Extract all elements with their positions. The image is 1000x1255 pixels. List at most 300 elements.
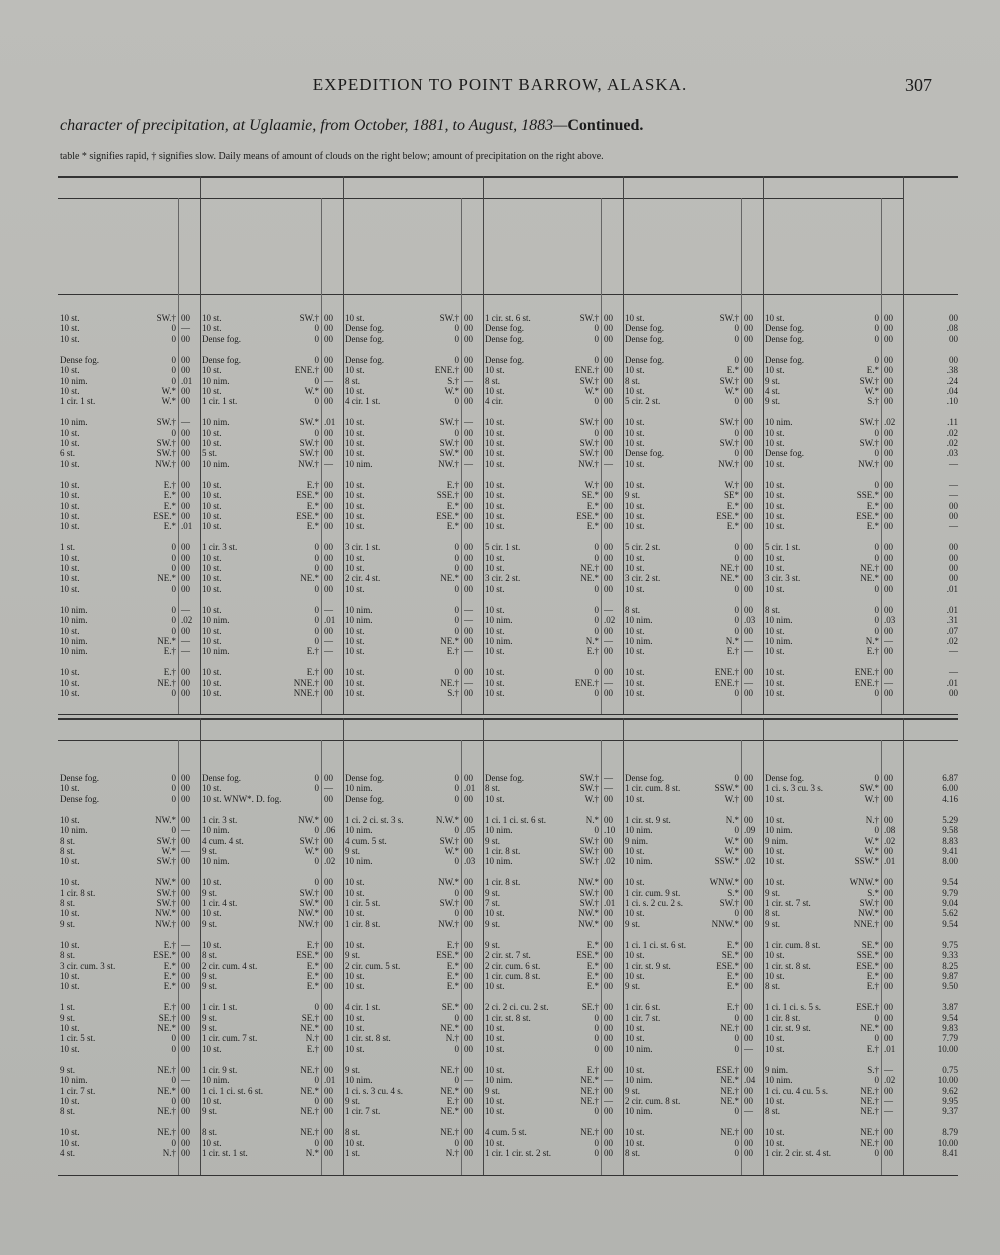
precip-value: 00 xyxy=(604,970,613,981)
precip-value: 00 xyxy=(884,783,893,794)
cloud-direction: 0 xyxy=(874,313,879,323)
cloud-direction: 0 xyxy=(171,793,176,804)
precip-value: 00 xyxy=(324,793,333,804)
amount-value: .24 xyxy=(946,375,958,386)
precip-value: 00 xyxy=(884,479,893,490)
precip-value: 00 xyxy=(604,814,613,825)
cloud-direction: WNW.* xyxy=(709,877,739,888)
cloud-direction: 0 xyxy=(594,604,599,615)
cloud-kind: 5 cir. 1 st. xyxy=(765,542,801,553)
cloud-entry xyxy=(625,1002,739,1012)
cloud-entry xyxy=(345,459,459,469)
amount-value: 8.00 xyxy=(942,856,958,867)
cloud-direction: 0 xyxy=(454,615,459,626)
cloud-entry xyxy=(765,386,879,396)
cloud-entry xyxy=(60,323,176,333)
precip-value: 00 xyxy=(884,323,893,334)
cloud-kind: 8 st. xyxy=(765,604,781,615)
cloud-direction: 0 xyxy=(314,825,319,836)
precip-value: 00 xyxy=(181,1148,190,1158)
cloud-direction: 0 xyxy=(594,1137,599,1148)
cloud-direction: 0 xyxy=(734,354,739,365)
cloud-kind: 10 st. xyxy=(485,625,505,636)
amount-value: 7.79 xyxy=(942,1033,958,1044)
precip-value: 00 xyxy=(604,1002,613,1013)
cloud-direction: SW.† xyxy=(299,438,319,448)
cloud-direction: W.* xyxy=(304,385,319,396)
cloud-kind: 10 st. xyxy=(485,604,505,615)
precip-value: 00 xyxy=(464,1033,473,1044)
cloud-entry xyxy=(202,1138,319,1148)
amount-value: 8.83 xyxy=(942,835,958,846)
cloud-kind: 10 nim. xyxy=(60,604,88,615)
cloud-entry xyxy=(625,334,739,344)
precip-value: 00 xyxy=(884,981,893,992)
cloud-kind: 1 cir. 8 st. xyxy=(485,845,521,856)
cloud-kind: Dense fog. xyxy=(765,773,804,783)
cloud-direction: NE.† xyxy=(860,1127,879,1138)
precip-value: 00 xyxy=(181,1085,190,1096)
precip-value: 00 xyxy=(181,688,190,698)
cloud-kind: 10 st. xyxy=(765,793,785,804)
cloud-entry xyxy=(765,981,879,991)
precip-value: 00 xyxy=(181,981,190,992)
cloud-entry xyxy=(202,1002,319,1012)
cloud-entry xyxy=(202,971,319,981)
cloud-direction: E.* xyxy=(446,500,459,511)
cloud-kind: 10 st. xyxy=(485,908,505,919)
cloud-direction: NE.† xyxy=(300,1106,319,1117)
cloud-entry xyxy=(485,971,599,981)
cloud-entry xyxy=(485,815,599,825)
cloud-kind: 10 st. xyxy=(202,1043,222,1054)
cloud-entry xyxy=(765,448,879,458)
cloud-kind: 8 st. xyxy=(625,604,641,615)
precip-value: 00 xyxy=(324,667,333,678)
means-rule xyxy=(58,1175,958,1176)
precip-value: 00 xyxy=(464,385,473,396)
cloud-entry xyxy=(485,846,599,856)
cloud-entry xyxy=(345,1138,459,1148)
cloud-kind: 10 st. xyxy=(202,573,222,584)
cloud-entry xyxy=(625,856,739,866)
precip-value: — xyxy=(324,458,333,469)
cloud-direction: N.† xyxy=(305,1033,319,1044)
cloud-entry xyxy=(765,1044,879,1054)
cloud-direction: 0 xyxy=(734,1033,739,1044)
cloud-entry xyxy=(60,815,176,825)
cloud-kind: 10 st. xyxy=(202,313,222,323)
cloud-kind: 10 st. xyxy=(625,625,645,636)
cloud-direction: 0 xyxy=(454,396,459,407)
cloud-direction: 0 xyxy=(594,1148,599,1158)
cloud-kind: Dense fog. xyxy=(485,354,524,365)
cloud-kind: 10 st. xyxy=(765,688,785,698)
cloud-direction: 0 xyxy=(734,542,739,553)
cloud-kind: 2 cir. cum. 6 st. xyxy=(485,960,541,971)
cloud-entry xyxy=(202,783,319,793)
cloud-entry xyxy=(345,542,459,552)
precip-value: 00 xyxy=(464,814,473,825)
cloud-direction: E.* xyxy=(586,960,599,971)
cloud-direction: E.† xyxy=(306,939,319,950)
precip-value: 00 xyxy=(604,385,613,396)
cloud-direction: NE.† xyxy=(300,1127,319,1138)
precip-value: 00 xyxy=(884,490,893,501)
precip-value: 00 xyxy=(324,552,333,563)
cloud-kind: 10 st. xyxy=(60,814,80,825)
precip-value: 00 xyxy=(324,877,333,888)
cloud-direction: NW.* xyxy=(578,918,599,929)
cloud-direction: E.* xyxy=(446,521,459,532)
precip-value: 00 xyxy=(884,427,893,438)
cloud-entry xyxy=(60,1148,176,1158)
cloud-kind: 10 st. xyxy=(345,500,365,511)
cloud-kind: 9 st. xyxy=(485,835,501,846)
cloud-entry xyxy=(60,908,176,918)
cloud-kind: 10 st. xyxy=(202,385,222,396)
cloud-direction: 0 xyxy=(734,583,739,594)
cloud-kind: 10 st. xyxy=(345,313,365,323)
cloud-kind: 10 st. xyxy=(345,646,365,657)
cloud-entry xyxy=(485,1148,599,1158)
precip-value: 00 xyxy=(744,939,753,950)
cloud-entry xyxy=(345,971,459,981)
precip-value: 00 xyxy=(884,1012,893,1023)
cloud-entry xyxy=(625,542,739,552)
precip-value: 00 xyxy=(744,898,753,908)
cloud-kind: 10 st. xyxy=(60,877,80,888)
cloud-entry xyxy=(765,323,879,333)
cloud-entry xyxy=(345,940,459,950)
cloud-kind: 10 st. xyxy=(60,970,80,981)
cloud-direction: SW.† xyxy=(579,845,599,856)
precip-value: 00 xyxy=(884,877,893,888)
cloud-direction: SW.† xyxy=(859,375,879,386)
cloud-entry xyxy=(60,981,176,991)
precip-value: — xyxy=(604,677,613,688)
cloud-kind: 10 nim. xyxy=(765,1075,793,1086)
cloud-entry xyxy=(202,1013,319,1023)
cloud-direction: SW.† xyxy=(859,438,879,448)
cloud-entry xyxy=(202,856,319,866)
cloud-entry xyxy=(345,794,459,804)
cloud-entry xyxy=(202,846,319,856)
cloud-kind: Dense fog. xyxy=(485,773,524,783)
cloud-entry xyxy=(765,355,879,365)
cloud-direction: SE.* xyxy=(581,490,599,501)
cloud-entry xyxy=(60,836,176,846)
cloud-kind: 10 st. xyxy=(625,646,645,657)
cloud-kind: 10 nim. xyxy=(625,615,653,626)
cloud-direction: 0 xyxy=(171,825,176,836)
cloud-kind: 1 ci. 2 ci. st. 3 s. xyxy=(345,814,404,825)
cloud-entry xyxy=(625,846,739,856)
amount-value: 9.37 xyxy=(942,1106,958,1117)
cloud-kind: 1 cir. 3 st. xyxy=(202,814,238,825)
cloud-entry xyxy=(60,511,176,521)
cloud-entry xyxy=(485,961,599,971)
cloud-entry xyxy=(625,376,739,386)
cloud-kind: 10 st. xyxy=(485,1095,505,1106)
cloud-entry xyxy=(345,1096,459,1106)
cloud-entry xyxy=(345,501,459,511)
precip-value: 00 xyxy=(604,688,613,698)
precip-value: 00 xyxy=(604,552,613,563)
cloud-direction: ESE.* xyxy=(436,950,459,961)
cloud-direction: S.* xyxy=(727,887,739,898)
cloud-kind: 8 st. xyxy=(625,1148,641,1158)
cloud-entry xyxy=(60,448,176,458)
cloud-entry xyxy=(485,1075,599,1085)
cloud-direction: W.† xyxy=(584,479,599,490)
precip-value: 00 xyxy=(324,1137,333,1148)
cloud-kind: 10 st. xyxy=(60,908,80,919)
cloud-kind: 10 st. xyxy=(485,563,505,573)
cloud-kind: 9 st. xyxy=(345,845,361,856)
precip-value: 00 xyxy=(744,396,753,407)
cloud-kind: 10 st. xyxy=(765,427,785,438)
cloud-entry xyxy=(765,1065,879,1075)
cloud-kind: 10 st. xyxy=(345,427,365,438)
cloud-direction: 0 xyxy=(314,375,319,386)
cloud-entry xyxy=(485,950,599,960)
precip-value: 00 xyxy=(744,688,753,698)
cloud-entry xyxy=(485,605,599,615)
cloud-direction: 0 xyxy=(874,542,879,553)
cloud-kind: 10 st. xyxy=(625,479,645,490)
cloud-direction: 0 xyxy=(454,427,459,438)
cloud-kind: 10 st. xyxy=(485,1106,505,1117)
cloud-kind: 10 st. xyxy=(485,417,505,428)
precip-value: 00 xyxy=(181,1127,190,1138)
cloud-kind: Dense fog. xyxy=(202,773,241,783)
cloud-entry xyxy=(625,459,739,469)
cloud-kind: 10 st. xyxy=(202,1095,222,1106)
cloud-direction: 0 xyxy=(594,1012,599,1023)
cloud-direction: ESE.* xyxy=(296,490,319,501)
cloud-kind: 10 st. xyxy=(345,970,365,981)
cloud-kind: Dense fog. xyxy=(625,323,664,334)
precip-value: 00 xyxy=(324,773,333,783)
cloud-entry xyxy=(485,438,599,448)
amount-value: 4.16 xyxy=(942,793,958,804)
precip-value: 00 xyxy=(324,500,333,511)
cloud-direction: 0 xyxy=(594,323,599,334)
precip-value: 00 xyxy=(324,563,333,573)
cloud-kind: 10 st. xyxy=(625,552,645,563)
cloud-kind: 10 st. xyxy=(60,552,80,563)
precip-value: 00 xyxy=(884,583,893,594)
cloud-entry xyxy=(485,511,599,521)
cloud-entry xyxy=(765,783,879,793)
cloud-entry xyxy=(625,636,739,646)
cloud-direction: ESE.* xyxy=(296,950,319,961)
precip-value: — xyxy=(324,646,333,657)
cloud-kind: 10 st. xyxy=(625,1023,645,1033)
cloud-kind: 10 st. xyxy=(202,427,222,438)
precip-value: — xyxy=(464,417,473,428)
precip-value: 00 xyxy=(604,1137,613,1148)
precip-value: 00 xyxy=(744,1033,753,1044)
cloud-kind: 10 st. xyxy=(202,510,222,521)
cloud-direction: E.† xyxy=(306,646,319,657)
cloud-kind: 1 cir. 8 st. xyxy=(60,887,96,898)
precip-value: 00 xyxy=(324,542,333,553)
cloud-entry xyxy=(202,1075,319,1085)
precip-value: 00 xyxy=(604,313,613,323)
cloud-direction: 0 xyxy=(874,333,879,344)
amount-value: 9.04 xyxy=(942,898,958,908)
cloud-direction: E.* xyxy=(586,981,599,992)
precip-value: 00 xyxy=(604,510,613,521)
cloud-direction: N.† xyxy=(445,1033,459,1044)
cloud-direction: N.† xyxy=(162,1148,176,1158)
precip-value: 00 xyxy=(181,490,190,501)
precip-value: — xyxy=(604,1075,613,1086)
cloud-kind: 1 cir. st. 9 st. xyxy=(625,960,671,971)
cloud-direction: NE.* xyxy=(157,1023,176,1033)
cloud-direction: 0 xyxy=(171,1033,176,1044)
cloud-kind: 1 cir. 1 st. xyxy=(60,396,96,407)
cloud-kind: 1 cir. 9 st. xyxy=(202,1064,238,1075)
cloud-entry xyxy=(60,365,176,375)
cloud-direction: SW.† xyxy=(719,313,739,323)
cloud-direction: NE.* xyxy=(440,1106,459,1117)
precip-value: 00 xyxy=(744,1012,753,1023)
cloud-entry xyxy=(765,636,879,646)
cloud-entry xyxy=(202,1033,319,1043)
cloud-direction: SW.† xyxy=(579,783,599,794)
cloud-kind: 10 st. xyxy=(345,939,365,950)
cloud-entry xyxy=(765,898,879,908)
cloud-kind: 9 st. xyxy=(202,970,218,981)
precip-value: .03 xyxy=(464,856,476,867)
cloud-direction: SSE.† xyxy=(436,490,459,501)
cloud-entry xyxy=(765,1002,879,1012)
cloud-direction: SW.† xyxy=(439,898,459,908)
cloud-kind: 10 st. xyxy=(60,1095,80,1106)
cloud-direction: 0 xyxy=(734,323,739,334)
cloud-kind: 9 nim. xyxy=(625,835,649,846)
cloud-direction: 0 xyxy=(171,783,176,794)
cloud-entry xyxy=(485,501,599,511)
cloud-entry xyxy=(202,950,319,960)
cloud-entry xyxy=(60,459,176,469)
cloud-kind: 1 cir. st. 8 st. xyxy=(485,1012,531,1023)
precip-value: .01 xyxy=(884,1043,896,1054)
amount-value: 6.87 xyxy=(942,773,958,783)
precip-value: 00 xyxy=(744,1002,753,1013)
cloud-direction: NE.† xyxy=(440,1064,459,1075)
cloud-direction: SW.† xyxy=(439,313,459,323)
cloud-kind: Dense fog. xyxy=(625,448,664,459)
cloud-entry xyxy=(625,396,739,406)
cloud-kind: 10 st. xyxy=(485,667,505,678)
precip-value: — xyxy=(324,783,333,794)
cloud-direction: NW.* xyxy=(155,908,176,919)
cloud-direction: 0 xyxy=(874,773,879,783)
cloud-entry xyxy=(202,480,319,490)
amount-value: 9.54 xyxy=(942,877,958,888)
cloud-direction: NE.† xyxy=(440,1127,459,1138)
precip-value: .09 xyxy=(744,825,756,836)
amount-value: .02 xyxy=(946,427,958,438)
precip-value: 00 xyxy=(181,333,190,344)
cloud-kind: 10 st. xyxy=(485,981,505,992)
precip-value: .02 xyxy=(604,615,616,626)
cloud-kind: 10 nim. xyxy=(60,375,88,386)
cloud-direction: NW.* xyxy=(155,814,176,825)
cloud-kind: 10 st. xyxy=(60,1127,80,1138)
cloud-kind: 10 st. xyxy=(60,500,80,511)
cloud-entry xyxy=(625,605,739,615)
cloud-direction: 0 xyxy=(734,427,739,438)
precip-value: 00 xyxy=(604,960,613,971)
cloud-entry xyxy=(345,386,459,396)
precip-value: 00 xyxy=(604,438,613,448)
precip-value: 00 xyxy=(884,1023,893,1033)
group-divider xyxy=(200,718,201,1175)
cloud-kind: Dense fog. xyxy=(625,333,664,344)
cloud-direction: 0 xyxy=(314,1002,319,1013)
precip-value: 00 xyxy=(464,313,473,323)
precip-value: 00 xyxy=(744,908,753,919)
precip-value: 00 xyxy=(604,563,613,573)
cloud-kind: 10 st. xyxy=(485,1043,505,1054)
cloud-kind: 10 st. xyxy=(345,877,365,888)
cloud-entry xyxy=(625,1106,739,1116)
precip-value: 00 xyxy=(744,625,753,636)
cloud-kind: 8 st. xyxy=(60,1106,76,1117)
cloud-entry xyxy=(485,888,599,898)
cloud-kind: 10 st. xyxy=(60,939,80,950)
cloud-direction: ESE.* xyxy=(296,510,319,521)
cloud-direction: SW.† xyxy=(439,417,459,428)
cloud-direction: E.† xyxy=(306,1043,319,1054)
cloud-kind: 10 st. xyxy=(60,385,80,396)
cloud-entry xyxy=(485,940,599,950)
precip-value: 00 xyxy=(604,375,613,386)
precip-value: 00 xyxy=(464,1148,473,1158)
cloud-entry xyxy=(625,1044,739,1054)
cloud-entry xyxy=(60,636,176,646)
cloud-kind: 8 st. xyxy=(60,898,76,908)
precip-value: 00 xyxy=(884,333,893,344)
amount-value: 00 xyxy=(949,563,958,573)
cloud-entry xyxy=(345,846,459,856)
cloud-kind: 4 st. xyxy=(60,1148,76,1158)
precip-value: 00 xyxy=(744,773,753,783)
cloud-entry xyxy=(765,794,879,804)
cloud-entry xyxy=(345,646,459,656)
precip-value: 00 xyxy=(744,981,753,992)
cloud-entry xyxy=(485,323,599,333)
cloud-direction: NE.† xyxy=(157,1106,176,1117)
precip-value: 00 xyxy=(744,438,753,448)
cloud-kind: Dense fog. xyxy=(765,354,804,365)
precip-value: — xyxy=(604,1095,613,1106)
cloud-kind: 1 cir. st. 9 st. xyxy=(625,814,671,825)
cloud-kind: 10 nim. xyxy=(345,458,373,469)
precip-value: 00 xyxy=(464,688,473,698)
cloud-direction: W.* xyxy=(724,835,739,846)
cloud-entry xyxy=(485,417,599,427)
cloud-kind: 9 st. xyxy=(202,887,218,898)
cloud-direction: SW.† xyxy=(579,773,599,783)
cloud-kind: 9 st. xyxy=(202,918,218,929)
cloud-kind: 10 st. xyxy=(202,877,222,888)
